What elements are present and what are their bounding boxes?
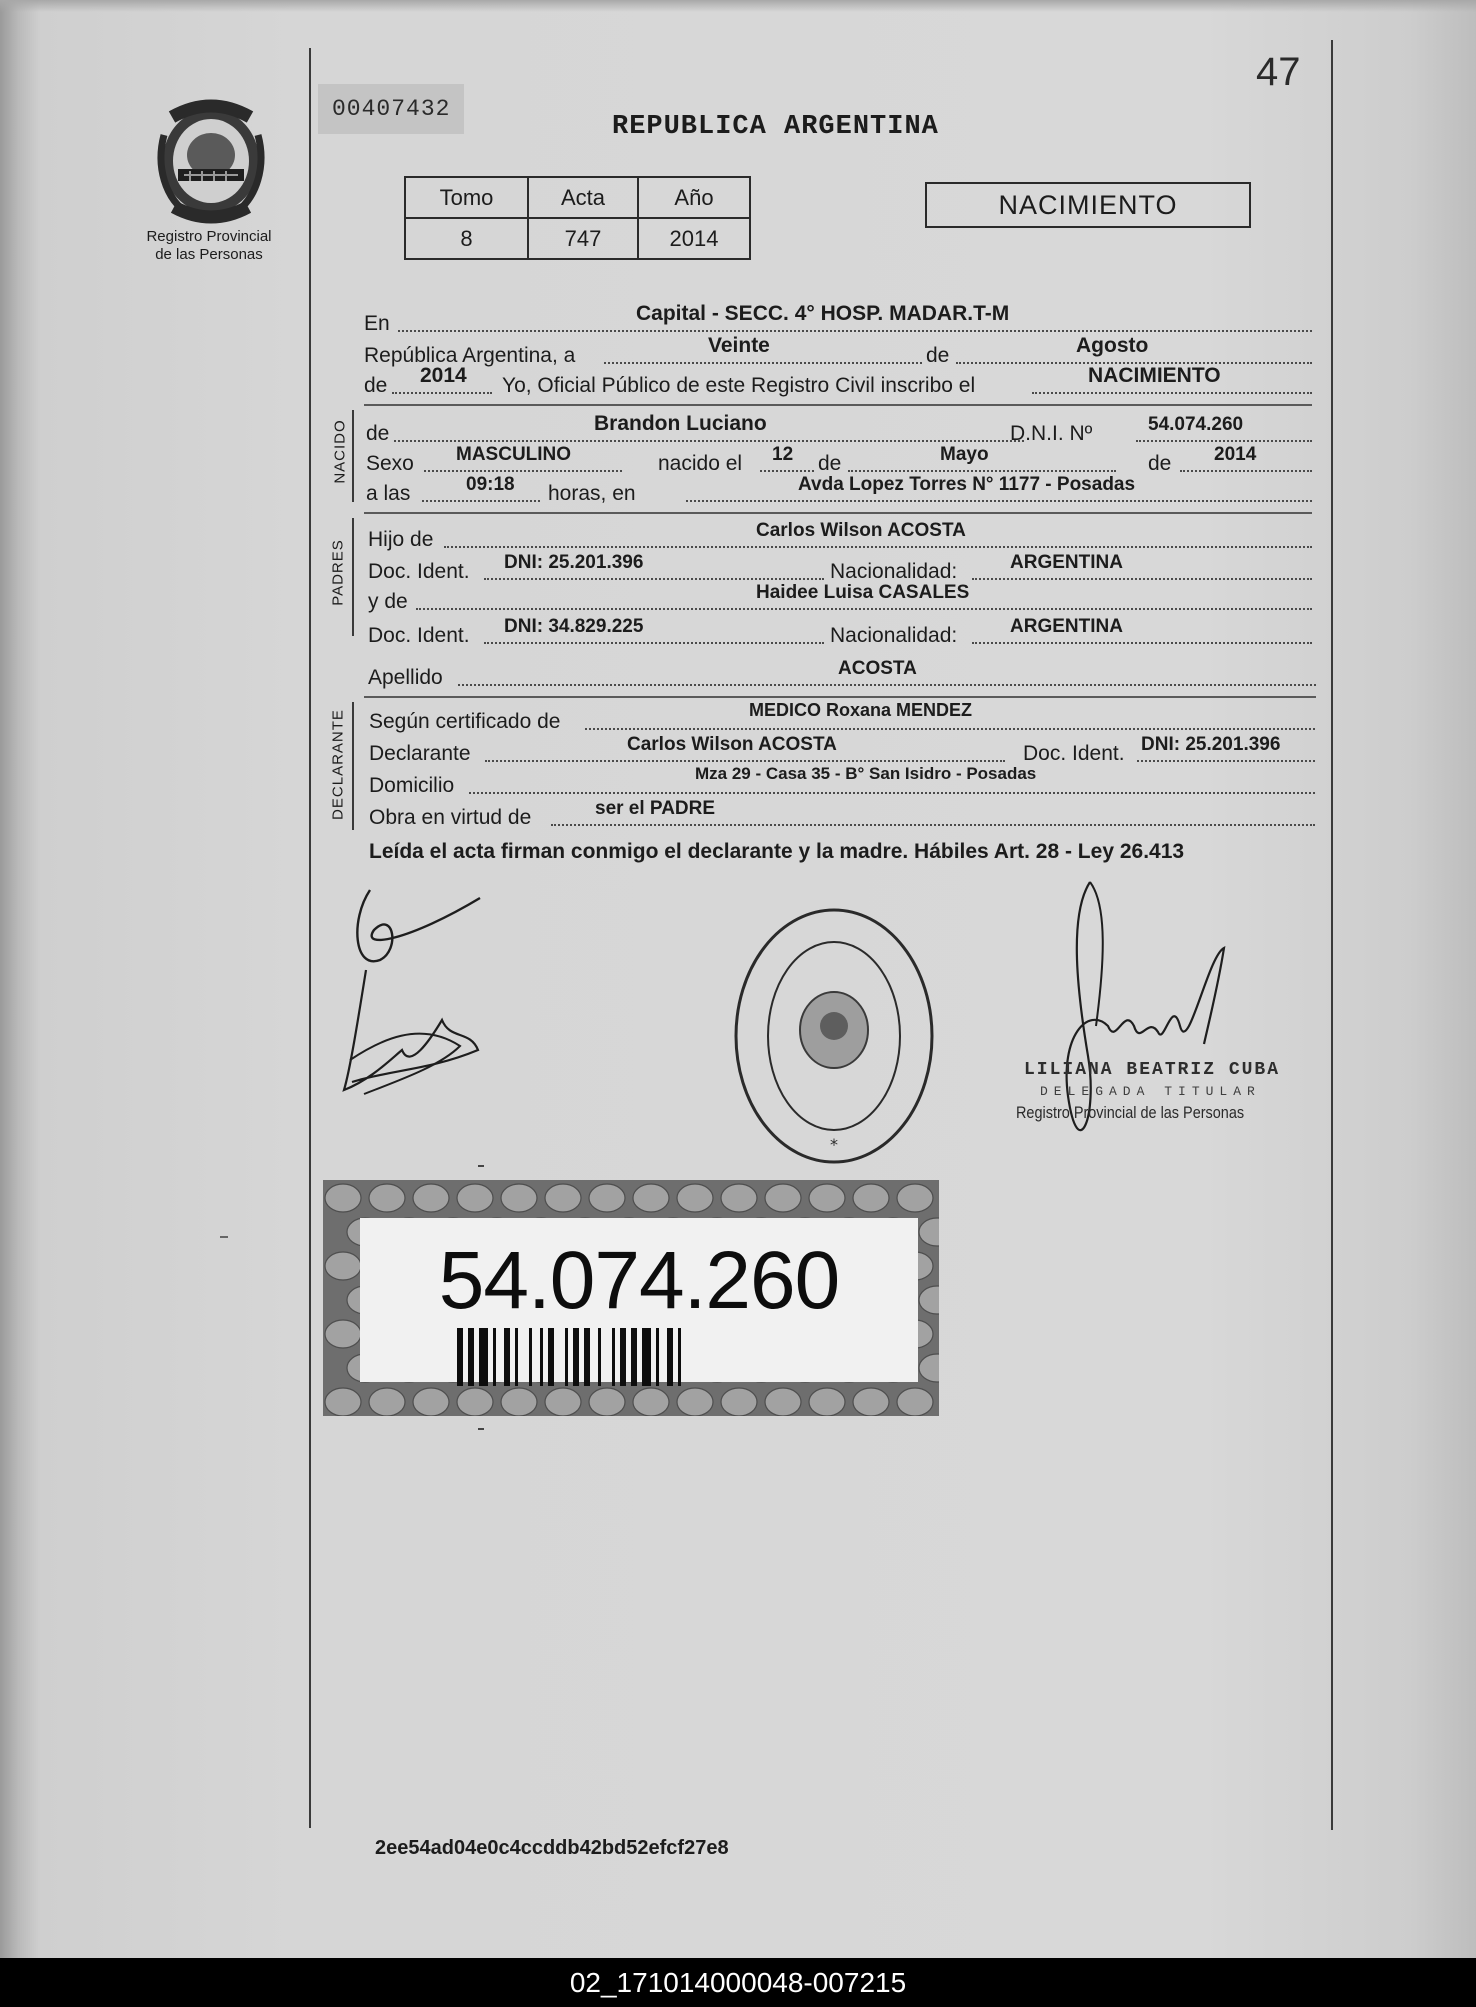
nacido-section-label: NACIDO: [331, 419, 349, 484]
right-margin-line: [1331, 40, 1333, 1830]
doc-ident-label: Doc. Ident.: [368, 624, 470, 647]
record-table: [404, 176, 751, 260]
pattern-mark: [545, 1388, 581, 1416]
official-registry: Registro Provincial de las Personas: [1016, 1103, 1245, 1122]
en-label: En: [364, 312, 390, 335]
pattern-mark: [721, 1388, 757, 1416]
pattern-mark: [897, 1388, 933, 1416]
pattern-mark: [325, 1184, 361, 1212]
barcode-bar: [631, 1328, 637, 1386]
dotted-line: [416, 608, 1312, 610]
dotted-line: [485, 760, 1005, 762]
father-doc-value: DNI: 25.201.396: [504, 552, 644, 573]
father-name-value: Carlos Wilson ACOSTA: [756, 520, 966, 541]
margin-tick: [478, 1428, 484, 1430]
barcode-bar: [584, 1328, 590, 1386]
document-hash: 2ee54ad04e0c4ccddb42bd52efcf27e8: [375, 1837, 729, 1859]
de-label: de: [1148, 452, 1172, 475]
section-divider: [364, 512, 1312, 514]
pattern-mark: [809, 1184, 845, 1212]
doc-ident-label: Doc. Ident.: [368, 560, 470, 583]
section-bracket: [352, 518, 354, 636]
de-label: de: [366, 422, 390, 445]
padres-section-label: PADRES: [329, 539, 347, 606]
padres-father-row: [368, 522, 1312, 550]
official-stamp: [728, 902, 940, 1170]
pattern-mark: [765, 1184, 801, 1212]
barcode-bar: [620, 1328, 626, 1386]
doc-ident-label: Doc. Ident.: [1023, 742, 1125, 765]
mother-name-value: Haidee Luisa CASALES: [756, 582, 970, 603]
left-margin-line: [309, 48, 311, 1828]
dotted-line: [394, 440, 1024, 442]
pattern-mark: [545, 1184, 581, 1212]
registry-label: [130, 228, 288, 264]
declarante-label: Declarante: [369, 742, 471, 765]
pattern-mark: [325, 1252, 361, 1280]
dotted-line: [1180, 470, 1312, 472]
page-edge-shadow: [0, 0, 1476, 12]
apellido-value: ACOSTA: [838, 658, 917, 679]
record-table-cell: 8: [405, 218, 528, 259]
apellido-row: [368, 660, 1316, 688]
nacido-sex-row: [366, 446, 1312, 474]
dotted-line: [760, 470, 814, 472]
location-value: Capital - SECC. 4° HOSP. MADAR.T-M: [636, 302, 1010, 325]
apellido-label: Apellido: [368, 666, 443, 689]
day-value: Veinte: [708, 334, 770, 357]
record-table-header: Año: [638, 177, 750, 218]
nacionalidad-label: Nacionalidad:: [830, 560, 958, 583]
intro-en-row: [364, 302, 1312, 335]
declarant-signature: [330, 870, 500, 1110]
dotted-line: [424, 470, 622, 472]
mother-doc-value: DNI: 34.829.225: [504, 616, 644, 637]
barcode-bar: [678, 1328, 681, 1386]
de-label: de: [818, 452, 842, 475]
hijo-de-label: Hijo de: [368, 528, 434, 551]
year-value: 2014: [420, 364, 467, 387]
obra-label: Obra en virtud de: [369, 806, 532, 829]
dotted-line: [686, 500, 1312, 502]
declarante-domicilio-row: [369, 764, 1315, 797]
dotted-line: [444, 546, 1312, 548]
pattern-mark: [853, 1184, 889, 1212]
dotted-line: [585, 728, 1315, 730]
declarante-name-value: Carlos Wilson ACOSTA: [627, 734, 837, 755]
dotted-line: [422, 500, 540, 502]
section-divider: [364, 696, 1316, 698]
dotted-line: [484, 642, 824, 644]
dni-label-face: [360, 1218, 918, 1382]
pattern-mark: [457, 1388, 493, 1416]
month-value: Agosto: [1076, 334, 1149, 357]
pattern-mark: [919, 1218, 939, 1246]
pattern-mark: [677, 1388, 713, 1416]
mother-nationality-value: ARGENTINA: [1010, 616, 1123, 637]
barcode-bar: [457, 1328, 463, 1386]
pattern-mark: [589, 1388, 625, 1416]
nacido-name-row: [366, 412, 1312, 445]
pattern-mark: [325, 1388, 361, 1416]
pattern-mark: [919, 1286, 939, 1314]
certificate-value: MEDICO Roxana MENDEZ: [749, 700, 973, 720]
barcode-bar: [573, 1328, 579, 1386]
dni-number-large: 54.074.260: [438, 1235, 840, 1326]
nacido-time-row: [366, 476, 1312, 504]
oficial-label: Yo, Oficial Público de este Registro Civil inscribo el: [502, 374, 976, 397]
barcode-bar: [504, 1328, 510, 1386]
dotted-line: [484, 578, 824, 580]
act-type-box: NACIMIENTO: [925, 182, 1251, 228]
pattern-mark: [897, 1184, 933, 1212]
birth-place-value: Avda Lopez Torres N° 1177 - Posadas: [798, 474, 1136, 495]
barcode-bar: [515, 1328, 518, 1386]
pattern-mark: [369, 1388, 405, 1416]
barcode-bar: [479, 1328, 488, 1386]
barcode-bar: [548, 1328, 554, 1386]
nacionalidad-label: Nacionalidad:: [830, 624, 958, 647]
file-caption: 02_171014000048-007215: [0, 1958, 1476, 2007]
dotted-line: [551, 824, 1315, 826]
dni-label: D.N.I. Nº: [1010, 422, 1093, 445]
barcode-bar: [656, 1328, 659, 1386]
pattern-mark: [413, 1184, 449, 1212]
birth-day-value: 12: [772, 444, 794, 465]
dotted-line: [604, 362, 922, 364]
intro-year-row: [364, 364, 1312, 397]
serial-number: 00407432: [318, 84, 464, 134]
father-nationality-value: ARGENTINA: [1010, 552, 1123, 573]
child-name-value: Brandon Luciano: [594, 412, 767, 435]
margin-tick: [220, 1236, 228, 1238]
dotted-line: [398, 330, 1312, 332]
dni-value: 54.074.260: [1148, 414, 1244, 435]
declarante-obra-row: [369, 800, 1315, 828]
obra-value: ser el PADRE: [595, 798, 716, 819]
dotted-line: [1137, 760, 1315, 762]
dotted-line: [1032, 392, 1312, 394]
barcode: [457, 1328, 821, 1386]
pattern-mark: [765, 1388, 801, 1416]
intro-date-row: [364, 334, 1312, 367]
republica-label: República Argentina, a: [364, 344, 576, 367]
inscribo-value: NACIMIENTO: [1088, 364, 1221, 387]
pattern-mark: [457, 1184, 493, 1212]
horas-en-label: horas, en: [548, 482, 636, 505]
record-table-header: Acta: [528, 177, 638, 218]
de2-label: de: [364, 374, 388, 397]
barcode-bar: [493, 1328, 496, 1386]
pattern-mark: [677, 1184, 713, 1212]
padres-mother-doc-row: [368, 618, 1312, 646]
birth-time-value: 09:18: [466, 474, 515, 495]
section-bracket: [352, 702, 354, 830]
sexo-value: MASCULINO: [456, 444, 572, 465]
a-las-label: a las: [366, 482, 411, 505]
section-divider: [364, 404, 1312, 406]
birth-month-value: Mayo: [940, 444, 989, 465]
pattern-mark: [809, 1388, 845, 1416]
pattern-mark: [589, 1184, 625, 1212]
registry-label-line2: de las Personas: [155, 246, 263, 263]
record-table-cell: 747: [528, 218, 638, 259]
svg-text:*: *: [830, 1135, 838, 1154]
declarante-section-label: DECLARANTE: [329, 709, 347, 820]
barcode-bar: [642, 1328, 651, 1386]
barcode-bar: [667, 1328, 673, 1386]
dotted-line: [848, 470, 1116, 472]
pattern-mark: [413, 1388, 449, 1416]
record-table-cell: 2014: [638, 218, 750, 259]
pattern-mark: [721, 1184, 757, 1212]
domicilio-label: Domicilio: [369, 774, 455, 797]
pattern-mark: [369, 1184, 405, 1212]
nacido-el-label: nacido el: [658, 452, 743, 475]
certificado-label: Según certificado de: [369, 710, 561, 733]
pattern-mark: [853, 1388, 889, 1416]
dotted-line: [392, 392, 492, 394]
record-table-value-row: [405, 218, 750, 259]
dni-label-sticker: [323, 1180, 939, 1416]
barcode-bar: [612, 1328, 615, 1386]
dotted-line: [458, 684, 1316, 686]
pattern-mark: [325, 1320, 361, 1348]
domicilio-value: Mza 29 - Casa 35 - B° San Isidro - Posadas: [695, 764, 1037, 783]
pattern-mark: [501, 1388, 537, 1416]
dotted-line: [469, 792, 1315, 794]
y-de-label: y de: [368, 590, 408, 613]
pattern-mark: [633, 1388, 669, 1416]
dotted-line: [1136, 440, 1312, 442]
barcode-bar: [540, 1328, 543, 1386]
page-title: REPUBLICA ARGENTINA: [612, 112, 939, 142]
pattern-mark: [501, 1184, 537, 1212]
declarante-name-row: [369, 736, 1315, 764]
birth-year-value: 2014: [1214, 444, 1257, 465]
de-label: de: [926, 344, 950, 367]
barcode-bar: [598, 1328, 601, 1386]
folio-number: 47: [1256, 50, 1301, 94]
section-bracket: [352, 410, 354, 502]
padres-mother-row: [368, 584, 1312, 612]
declarante-cert-row: [369, 700, 1315, 733]
declarante-doc-value: DNI: 25.201.396: [1141, 734, 1281, 755]
dotted-line: [972, 642, 1312, 644]
dotted-line: [972, 578, 1312, 580]
registry-label-line1: Registro Provincial: [146, 228, 272, 245]
pattern-mark: [633, 1184, 669, 1212]
province-seal-icon: [150, 95, 272, 225]
closing-statement: Leída el acta firman conmigo el declarante y la madre. Hábiles Art. 28 - Ley 26.413: [369, 840, 1185, 863]
barcode-bar: [529, 1328, 532, 1386]
pattern-mark: [919, 1354, 939, 1382]
padres-father-doc-row: [368, 554, 1312, 582]
record-table-header-row: [405, 177, 750, 218]
official-name: LILIANA BEATRIZ CUBA: [1024, 1060, 1281, 1080]
margin-tick: [478, 1165, 484, 1167]
barcode-bar: [565, 1328, 568, 1386]
official-role: DELEGADA TITULAR: [1040, 1084, 1261, 1099]
sexo-label: Sexo: [366, 452, 414, 475]
barcode-bar: [468, 1328, 474, 1386]
record-table-header: Tomo: [405, 177, 528, 218]
